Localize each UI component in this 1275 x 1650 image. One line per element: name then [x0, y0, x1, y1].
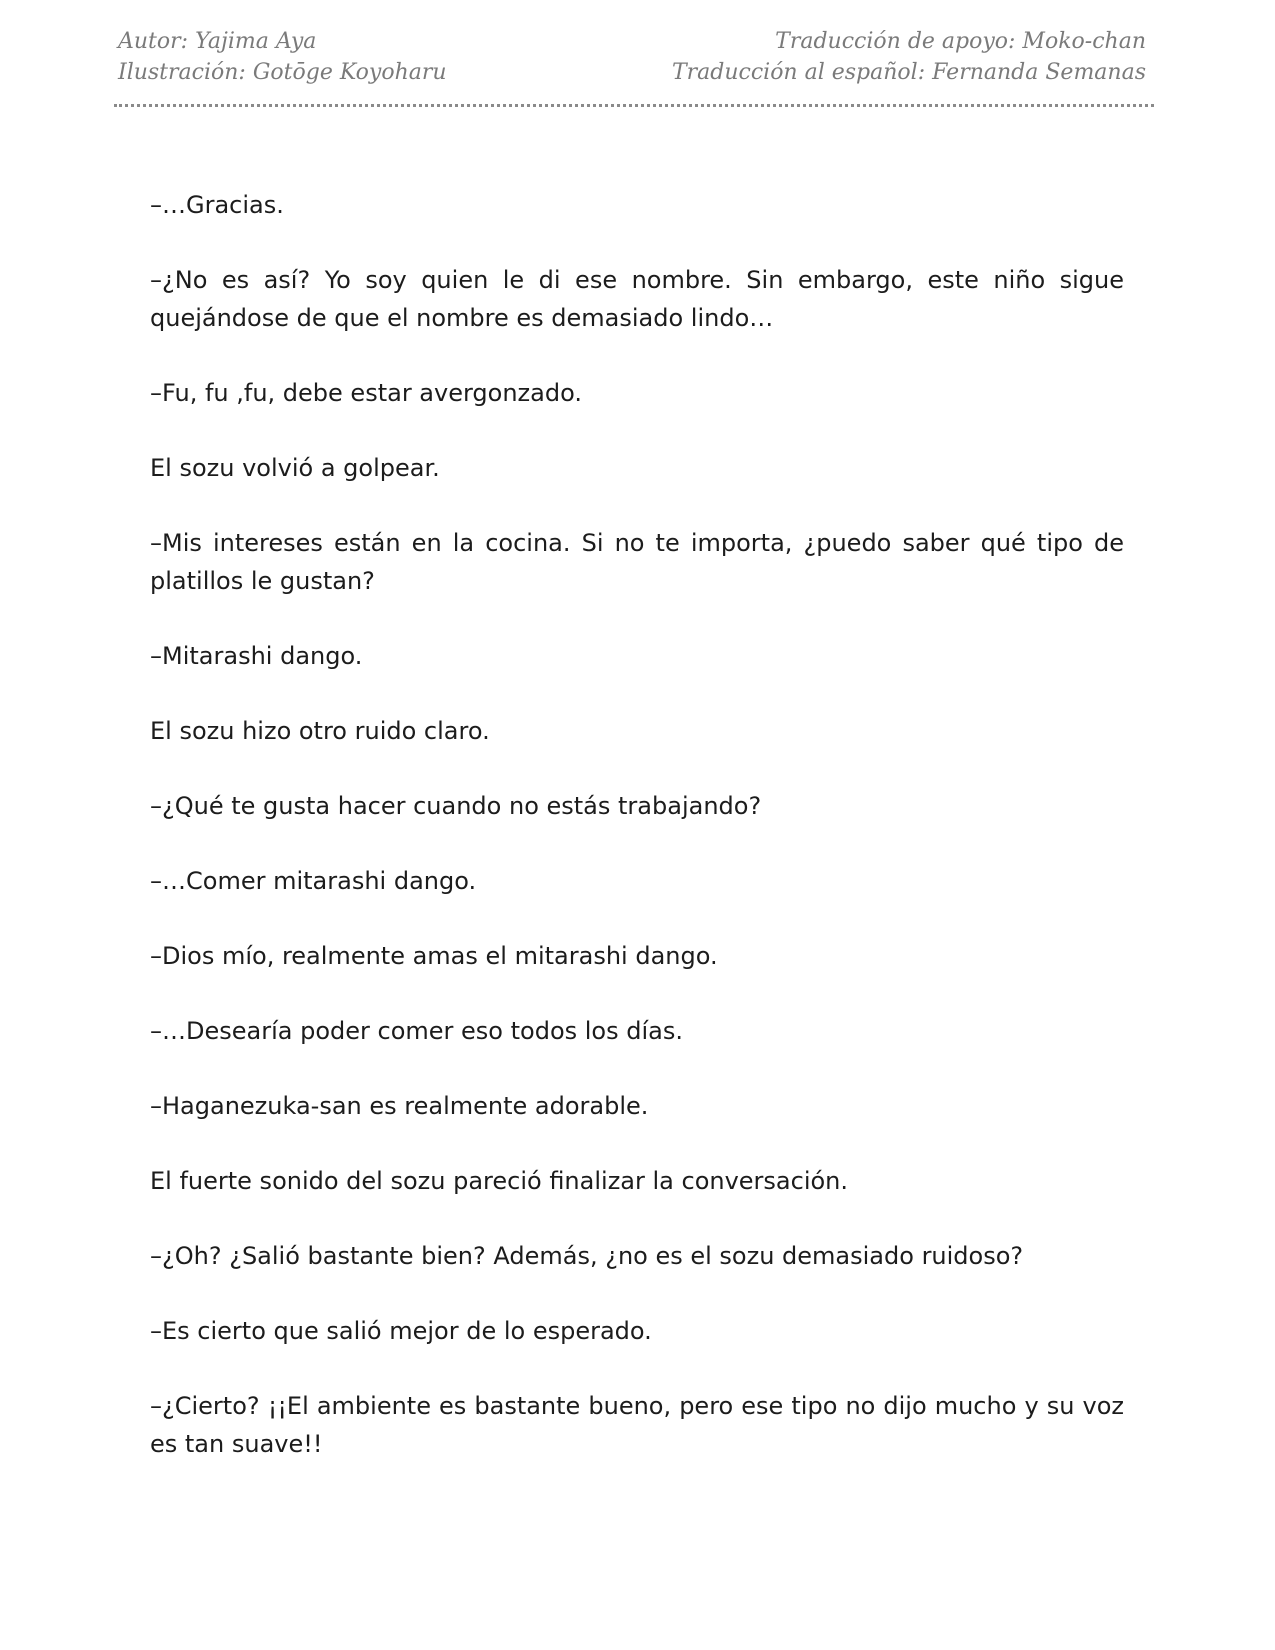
header-credits-right: [672, 26, 1146, 88]
header-divider: [114, 104, 1154, 107]
paragraph: El sozu hizo otro ruido claro.: [150, 717, 490, 745]
paragraph: –Haganezuka-san es realmente adorable.: [150, 1092, 649, 1120]
paragraph: –Mitarashi dango.: [150, 642, 363, 670]
paragraph: –¿Cierto? ¡¡El ambiente es bastante bueno, pero ese tipo no dijo mucho y su voz es tan suave!!: [150, 1392, 1124, 1458]
header-credits-left: [118, 26, 447, 88]
paragraph: –…Desearía poder comer eso todos los días.: [150, 1017, 683, 1045]
paragraph: –Dios mío, realmente amas el mitarashi dango.: [150, 942, 718, 970]
paragraph: –¿No es así? Yo soy quien le di ese nombre. Sin embargo, este niño sigue quejándose de que el nombre es demasiado lindo…: [150, 266, 1124, 332]
paragraph: El fuerte sonido del sozu pareció finalizar la conversación.: [150, 1167, 849, 1195]
paragraph: –¿Qué te gusta hacer cuando no estás trabajando?: [150, 792, 762, 820]
author-credit: Autor: Yajima Aya: [118, 29, 317, 54]
paragraph: –Fu, fu ,fu, debe estar avergonzado.: [150, 379, 582, 407]
spanish-translation-credit: Traducción al español: Fernanda Semanas: [671, 60, 1146, 85]
support-translation-credit: Traducción de apoyo: Moko-chan: [775, 29, 1146, 54]
paragraph: –Mis intereses están en la cocina. Si no te importa, ¿puedo saber qué tipo de platillos le gustan?: [150, 529, 1124, 595]
paragraph: –Es cierto que salió mejor de lo esperado.: [150, 1317, 652, 1345]
paragraph: –…Comer mitarashi dango.: [150, 867, 477, 895]
paragraph: El sozu volvió a golpear.: [150, 454, 440, 482]
paragraph: –¿Oh? ¿Salió bastante bien? Además, ¿no es el sozu demasiado ruidoso?: [150, 1242, 1024, 1270]
paragraph: –…Gracias.: [150, 191, 284, 219]
document-body: [150, 186, 1124, 1500]
illustration-credit: Ilustración: Gotōge Koyoharu: [118, 60, 447, 85]
page-header: [118, 26, 1146, 96]
